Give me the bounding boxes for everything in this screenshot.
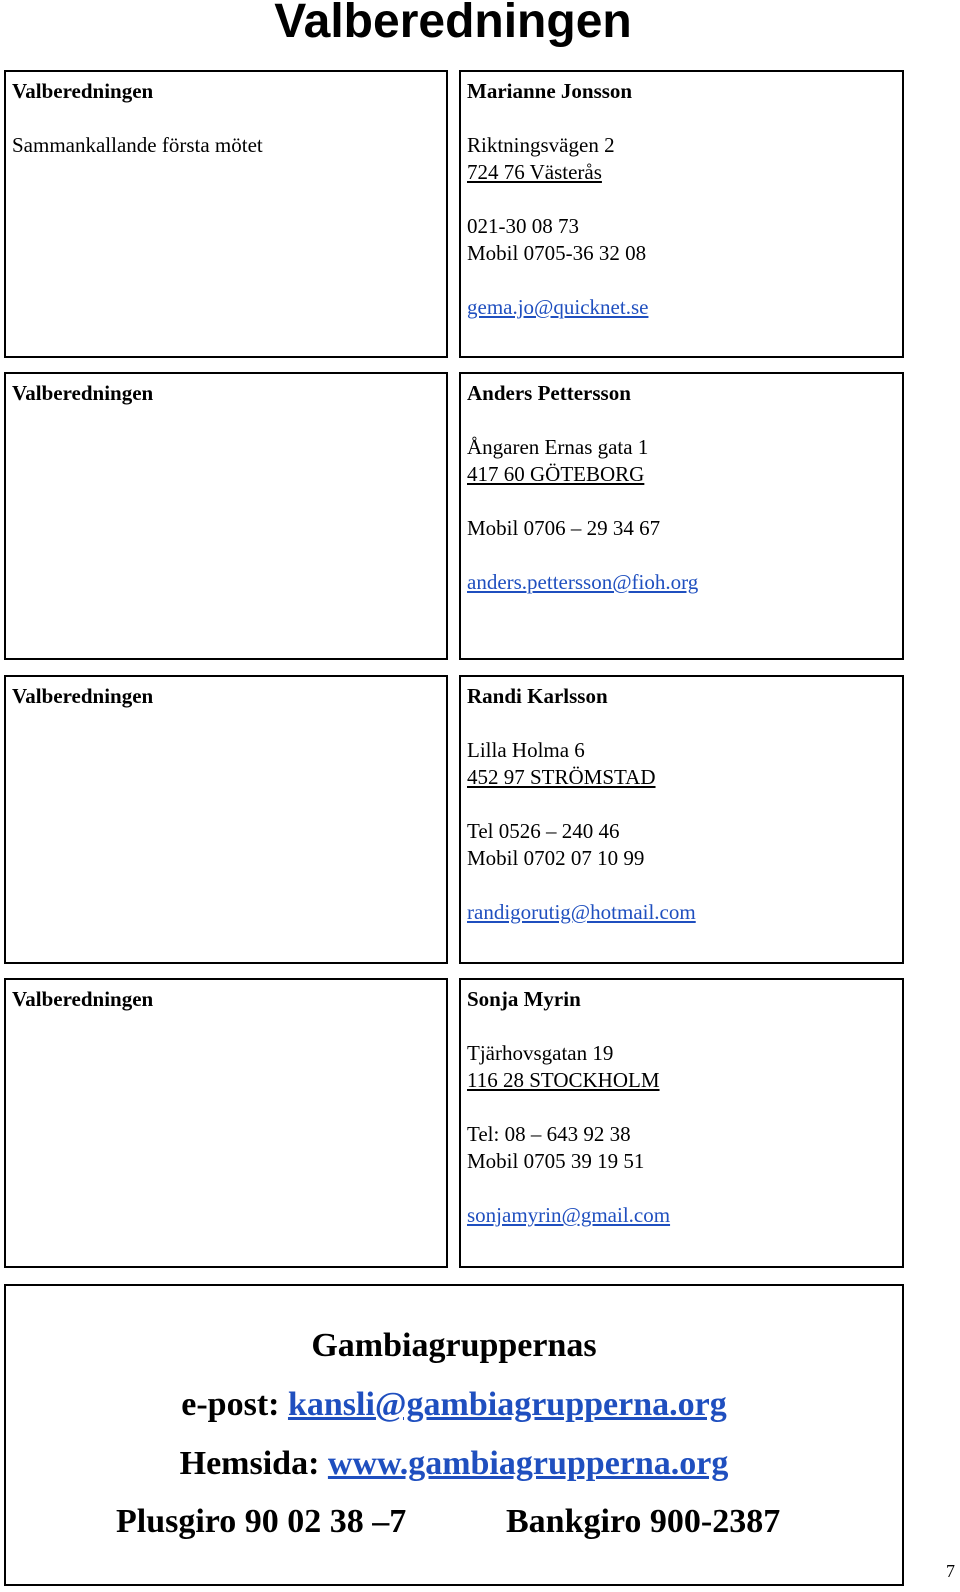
footer-box [4, 1284, 904, 1586]
role-title: Valberedningen [12, 684, 154, 708]
page-title: Valberedningen [274, 0, 632, 48]
footer-web-row [6, 1444, 902, 1484]
contact-name: Randi Karlsson [467, 684, 608, 708]
contact-address-city: 417 60 GÖTEBORG [467, 462, 645, 486]
role-box-4 [4, 978, 448, 1268]
footer-email-row [6, 1385, 902, 1425]
contact-email-link[interactable]: gema.jo@quicknet.se [467, 295, 649, 319]
contact-address-city: 116 28 STOCKHOLM [467, 1068, 660, 1092]
contact-box-3 [459, 675, 904, 964]
contact-mobile: Mobil 0705 39 19 51 [467, 1149, 645, 1173]
contact-name: Marianne Jonsson [467, 79, 633, 103]
role-title: Valberedningen [12, 381, 154, 405]
contact-address-street: Lilla Holma 6 [467, 738, 585, 762]
contact-email-link[interactable]: randigorutig@hotmail.com [467, 900, 696, 924]
contact-name: Anders Pettersson [467, 381, 631, 405]
contact-phone: Tel 0526 – 240 46 [467, 819, 620, 843]
footer-heading: Gambiagruppernas [311, 1327, 597, 1364]
role-box-3 [4, 675, 448, 964]
contact-mobile: Mobil 0702 07 10 99 [467, 846, 645, 870]
contact-mobile: Mobil 0705-36 32 08 [467, 241, 647, 265]
contact-address-city: 452 97 STRÖMSTAD [467, 765, 656, 789]
role-subtitle: Sammankallande första mötet [12, 133, 263, 157]
contact-phone: 021-30 08 73 [467, 214, 579, 238]
plusgiro: Plusgiro 90 02 38 –7 [116, 1503, 407, 1540]
bankgiro: Bankgiro 900-2387 [506, 1503, 781, 1540]
contact-address-street: Ångaren Ernas gata 1 [467, 435, 649, 459]
footer-web-label: Hemsida: [179, 1445, 328, 1482]
role-title: Valberedningen [12, 987, 154, 1011]
contact-address-street: Riktningsvägen 2 [467, 133, 615, 157]
role-box-1 [4, 70, 448, 358]
contact-address-city: 724 76 Västerås [467, 160, 602, 184]
contact-name: Sonja Myrin [467, 987, 581, 1011]
contact-email-link[interactable]: anders.pettersson@fioh.org [467, 570, 699, 594]
footer-email-link[interactable]: kansli@gambiagrupperna.org [287, 1386, 727, 1423]
contact-email-link[interactable]: sonjamyrin@gmail.com [467, 1203, 671, 1227]
contact-box-4 [459, 978, 904, 1268]
footer-web-link[interactable]: www.gambiagrupperna.org [327, 1445, 729, 1482]
contact-box-1 [459, 70, 904, 358]
contact-mobile: Mobil 0706 – 29 34 67 [467, 516, 661, 540]
contact-phone: Tel: 08 – 643 92 38 [467, 1122, 631, 1146]
contact-address-street: Tjärhovsgatan 19 [467, 1041, 614, 1065]
role-title: Valberedningen [12, 79, 154, 103]
contact-box-2 [459, 372, 904, 660]
page-number: 7 [946, 1561, 955, 1581]
footer-email-label: e-post: [181, 1386, 288, 1423]
role-box-2 [4, 372, 448, 660]
